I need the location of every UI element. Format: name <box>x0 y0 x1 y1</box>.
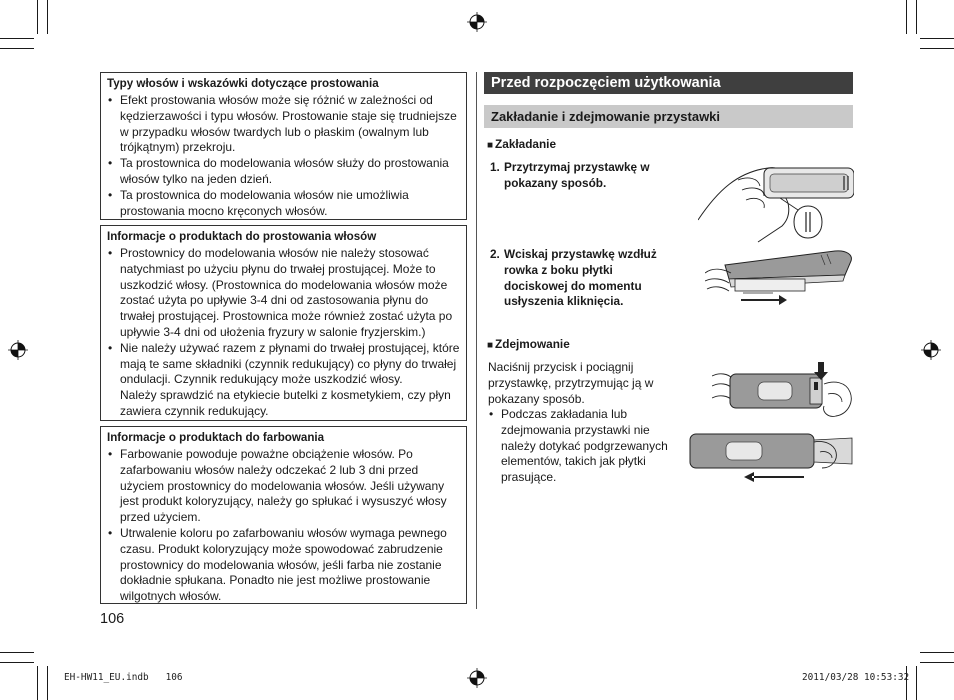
hair-types-list <box>107 93 460 219</box>
text-line: pokazany sposób. <box>488 391 585 406</box>
crop-mark <box>0 662 34 663</box>
text-line: • Farbowanie powoduje poważne obciążenie włosów. Po <box>120 447 413 461</box>
text-line: natychmiast po użyciu płynu do trwałej prostującej. Może to <box>120 261 436 276</box>
registration-target-icon <box>921 340 941 360</box>
list-item <box>107 156 460 188</box>
crop-mark <box>37 666 38 700</box>
detach-instruction <box>488 360 678 407</box>
text-line: rowka z boku płytki <box>504 262 613 277</box>
list-item <box>107 526 460 605</box>
hair-types-title: Typy włosów i wskazówki dotyczące prostowania <box>107 77 379 90</box>
crop-mark <box>916 666 917 700</box>
footer-time: 10:53:32 <box>864 672 910 683</box>
list-item <box>107 341 460 420</box>
text-line: dokładnie spłukana. Ponadto nie jest możliwe prostowanie <box>120 573 431 588</box>
detach-caution <box>488 407 678 486</box>
text-line: • Ta prostownica do modelowania włosów służy do prostowania <box>120 156 449 171</box>
registration-target-icon <box>467 668 487 688</box>
registration-target-icon <box>467 12 487 32</box>
text-line: dociskowej do momentu <box>504 278 642 293</box>
crop-mark <box>0 652 34 653</box>
text-line: upływie 3-4 dni od ułożenia fryzury w salonie fryzjerskim.) <box>120 324 426 339</box>
text-line: • Prostownicy do modelowania włosów nie należy stosować <box>120 246 429 260</box>
attach-step-2 <box>490 247 670 310</box>
text-line: wilgotnych włosów. <box>120 589 222 604</box>
list-item <box>107 93 460 156</box>
text-line: jest produkt koloryzujący, należy go spłukać i wysuszyć włosy <box>120 494 447 509</box>
text-line: użyciem prostownicy do modelowania włosów. Jeśli używany <box>120 478 445 493</box>
text-line: pokazany sposób. <box>504 175 607 190</box>
text-line: • Utrwalenie koloru po zafarbowaniu włosów wymaga pewnego <box>120 525 447 540</box>
text-line: czasu. Produkt koloryzujący może spowodować zabrudzenie <box>120 541 443 556</box>
detach-label-text: Zdejmowanie <box>495 337 570 351</box>
text-line: w przypadku włosów twardych lub o płaskim (owalnym lub <box>120 124 429 139</box>
text-line: Podczas zakładania lub <box>501 407 628 421</box>
crop-mark <box>920 662 954 663</box>
text-line: elementów, takich jak płytki <box>501 454 646 469</box>
perm-info-title: Informacje o produktach do prostowania włosów <box>107 230 377 243</box>
text-line: przystawkę, przytrzymując ją w <box>488 375 654 390</box>
hair-types-box <box>100 72 467 220</box>
crop-mark <box>47 0 48 34</box>
text-line: zawiera czynnik redukujący. <box>120 403 269 418</box>
text-line: • Nie należy używać razem z płynami do trwałej prostującej, które <box>120 340 460 355</box>
text-line: • Ta prostownica do modelowania włosów nie umożliwia <box>120 187 409 202</box>
text-line: zostać użyta po upływie 3-4 dni od zastosowania płynu do <box>120 293 429 308</box>
subsection-heading: Zakładanie i zdejmowanie przystawki <box>484 105 853 128</box>
page-number: 106 <box>100 611 125 627</box>
text-line: kędzierzawości i typu włosów. Prostowanie staje się trudniejsze <box>120 108 457 123</box>
text-line: • Efekt prostowania włosów może się różnić w zależności od <box>120 93 433 107</box>
bullet: • <box>489 407 494 421</box>
crop-mark <box>37 0 38 34</box>
dye-info-list <box>107 447 460 605</box>
dye-info-box <box>100 426 467 604</box>
crop-mark <box>920 38 954 39</box>
text-line: Wciskaj przystawkę wzdłuż <box>504 247 657 261</box>
text-line: Naciśnij przycisk i pociągnij <box>488 360 634 374</box>
attach-step-1 <box>490 160 670 192</box>
text-line: zdejmowania przystawki nie <box>501 422 650 437</box>
square-bullet-icon: ■ <box>487 140 494 151</box>
dye-info-title: Informacje o produktach do farbowania <box>107 431 325 444</box>
attach-label-text: Zakładanie <box>495 137 557 151</box>
registration-target-icon <box>8 340 28 360</box>
text-line: Przytrzymaj przystawkę w <box>504 160 650 174</box>
hold-attachment-illustration <box>698 160 854 244</box>
text-line: należy dotykać podgrzewanych <box>501 438 668 453</box>
crop-mark <box>920 48 954 49</box>
slide-attachment-illustration <box>705 245 855 305</box>
attach-label <box>487 137 556 151</box>
pull-attachment-illustration <box>686 424 854 488</box>
text-line: mają te same składniki (czynnik redukujący) co płyny do trwałej <box>120 356 457 371</box>
step-number: 1. <box>490 160 500 174</box>
footer-file-info: EH-HW11_EU.indb 106 <box>64 672 183 683</box>
detach-label <box>487 337 570 351</box>
crop-mark <box>47 666 48 700</box>
press-button-illustration <box>712 362 854 420</box>
text-line: Należy sprawdzić na etykiecie butelki z kosmetykiem, czy płyn <box>120 388 451 403</box>
section-heading: Przed rozpoczęciem użytkowania <box>484 72 853 94</box>
list-item <box>107 246 460 341</box>
perm-info-list <box>107 246 460 420</box>
text-line: prostownicy do modelowania włosów, jeśli farba nie zostanie <box>120 557 442 572</box>
list-item <box>107 188 460 220</box>
crop-mark <box>916 0 917 34</box>
text-line: trwałej prostującej. Prostownica może również zostać użyta po <box>120 309 453 324</box>
list-item <box>107 447 460 526</box>
text-line: usłyszenia kliknięcia. <box>504 294 624 309</box>
column-divider <box>476 72 477 609</box>
crop-mark <box>0 38 34 39</box>
text-line: uszkodzić włosy. (Prostownica do modelowania włosów może <box>120 277 448 292</box>
text-line: zafarbowaniu włosów należy odczekać 2 lub 3 dni przed <box>120 462 419 477</box>
perm-info-box <box>100 225 467 421</box>
text-line: prasujące. <box>501 470 557 485</box>
text-line: włosów tylko na jeden dzień. <box>120 171 273 186</box>
text-line: trójkątnym) przekroju. <box>120 140 236 155</box>
step-number: 2. <box>490 247 500 261</box>
crop-mark <box>0 48 34 49</box>
square-bullet-icon: ■ <box>487 340 494 351</box>
footer-date: 2011/03/28 <box>802 672 859 683</box>
text-line: ondulacji. Czynnik redukujący może uszkodzić włosy. <box>120 372 403 387</box>
text-line: przed użyciem. <box>120 510 201 525</box>
text-line: prostowania mocno kręconych włosów. <box>120 203 328 218</box>
crop-mark <box>906 0 907 34</box>
crop-mark <box>920 652 954 653</box>
